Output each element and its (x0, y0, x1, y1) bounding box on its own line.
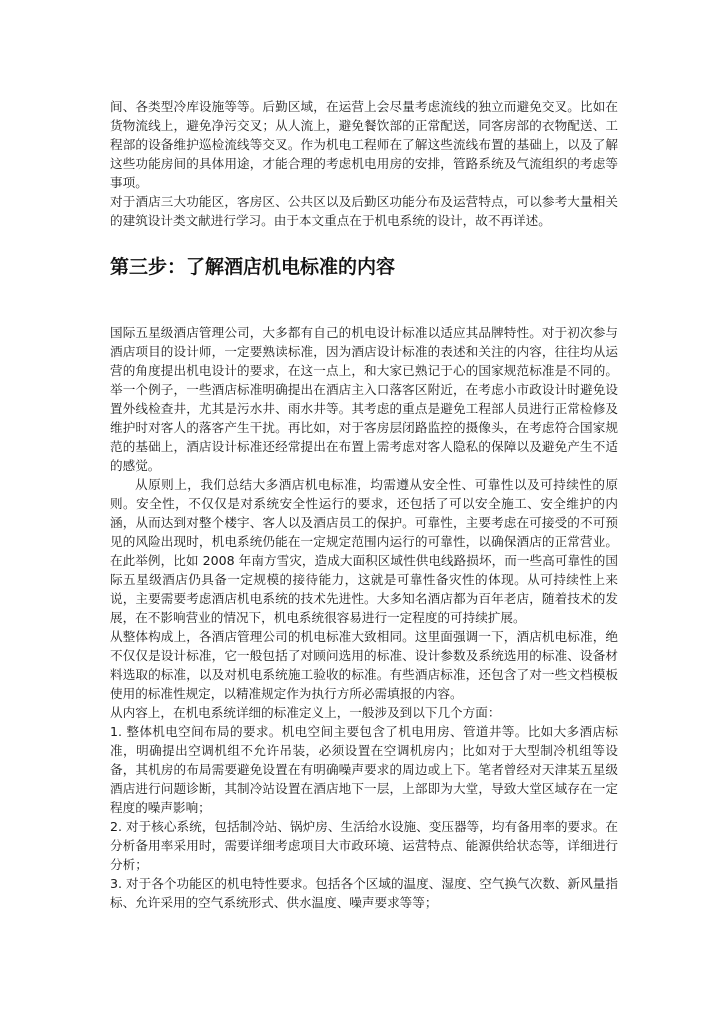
body-paragraph: 从原则上，我们总结大多酒店机电标准，均需遵从安全性、可靠性以及可持续性的原则。安全性，不仅仅是对系统安全性运行的要求，还包括了可以安全施工、安全维护的内涵，从而达到对整个楼宇、客人以及酒店员工的保护。可靠性，主要考虑在可接受的不可预见的风险出现时，机电系统仍能在一定规定范围内运行的可靠性，以确保酒店的正常营业。在此举例，比如 2008 年南方雪灾，造成大面积区域性供电线路损坏，而一些高可靠性的国际五星级酒店仍具备一定规模的接待能力，这就是可靠性备灾性的体现。从可持续性上来说，主要需要考虑酒店机电系统的技术先进性。大多知名酒店都为百年老店，随着技术的发展，在不影响营业的情况下，机电系统很容易进行一定程度的可持续扩展。 (110, 477, 618, 625)
body-paragraph: 从整体构成上，各酒店管理公司的机电标准大致相同。这里面强调一下，酒店机电标准，绝不仅仅是设计标准，它一般包括了对顾问选用的标准、设计参数及系统选用的标准、设备材料选取的标准，以及对机电系统施工验收的标准。有些酒店标准，还包含了对一些文档模板使用的标准性规定，以精准规定作为执行方所必需填报的内容。 (110, 629, 618, 701)
intro-paragraph: 对于酒店三大功能区，客房区、公共区以及后勤区功能分布及运营特点，可以参考大量相关的建筑设计类文献进行学习。由于本文重点在于机电系统的设计，故不再详述。 (110, 194, 618, 228)
body-section (110, 323, 618, 912)
list-item-2: 2. 对于核心系统，包括制冷站、锅炉房、生活给水设施、变压器等，均有备用率的要求。在分析备用率采用时，需要详细考虑项目大市政环境、运营特点、能源供给状态等，详细进行分析； (110, 819, 618, 872)
document-page (110, 97, 618, 912)
section-heading: 第三步：了解酒店机电标准的内容 (110, 256, 396, 278)
body-paragraph: 国际五星级酒店管理公司，大多都有自己的机电设计标准以适应其品牌特性。对于初次参与酒店项目的设计师，一定要熟读标准，因为酒店设计标准的表述和关注的内容，往往均从运营的角度提出机电设计的要求，在这一点上，和大家已熟记于心的国家规范标准是不同的。举一个例子，一些酒店标准明确提出在酒店主入口落客区附近，在考虑小市政设计时避免设置外线检查井，尤其是污水井、雨水井等。其考虑的重点是避免工程部人员进行正常检修及维护时对客人的落客产生干扰。再比如，对于客房层闭路监控的摄像头，在考虑符合国家规范的基础上，酒店设计标准还经常提出在布置上需考虑对客人隐私的保障以及避免产生不适的感觉。 (110, 325, 618, 473)
list-item-3: 3. 对于各个功能区的机电特性要求。包括各个区域的温度、湿度、空气换气次数、新风量指标、允许采用的空气系统形式、供水温度、噪声要求等等； (110, 876, 618, 910)
list-item-1: 1. 整体机电空间布局的要求。机电空间主要包含了机电用房、管道井等。比如大多酒店标准，明确提出空调机组不允许吊装，必须设置在空调机房内；比如对于大型制冷机组等设备，其机房的布局需要避免设置在有明确噪声要求的周边或上下。笔者曾经对天津某五星级酒店进行问题诊断，其制冷站设置在酒店地下一层，上部即为大堂，导致大堂区域存在一定程度的噪声影响； (110, 724, 618, 815)
section-heading-wrap (110, 255, 618, 279)
intro-paragraph: 间、各类型冷库设施等等。后勤区域，在运营上会尽量考虑流线的独立而避免交叉。比如在货物流线上，避免净污交叉；从人流上，避免餐饮部的正常配送，同客房部的衣物配送、工程部的设备维护巡检流线等交叉。作为机电工程师在了解这些流线布置的基础上，以及了解这些功能房间的具体用途，才能合理的考虑机电用房的安排，管路系统及气流组织的考虑等事项。 (110, 99, 618, 190)
body-paragraph: 从内容上，在机电系统详细的标准定义上，一般涉及到以下几个方面： (110, 705, 501, 720)
intro-section (110, 97, 618, 230)
